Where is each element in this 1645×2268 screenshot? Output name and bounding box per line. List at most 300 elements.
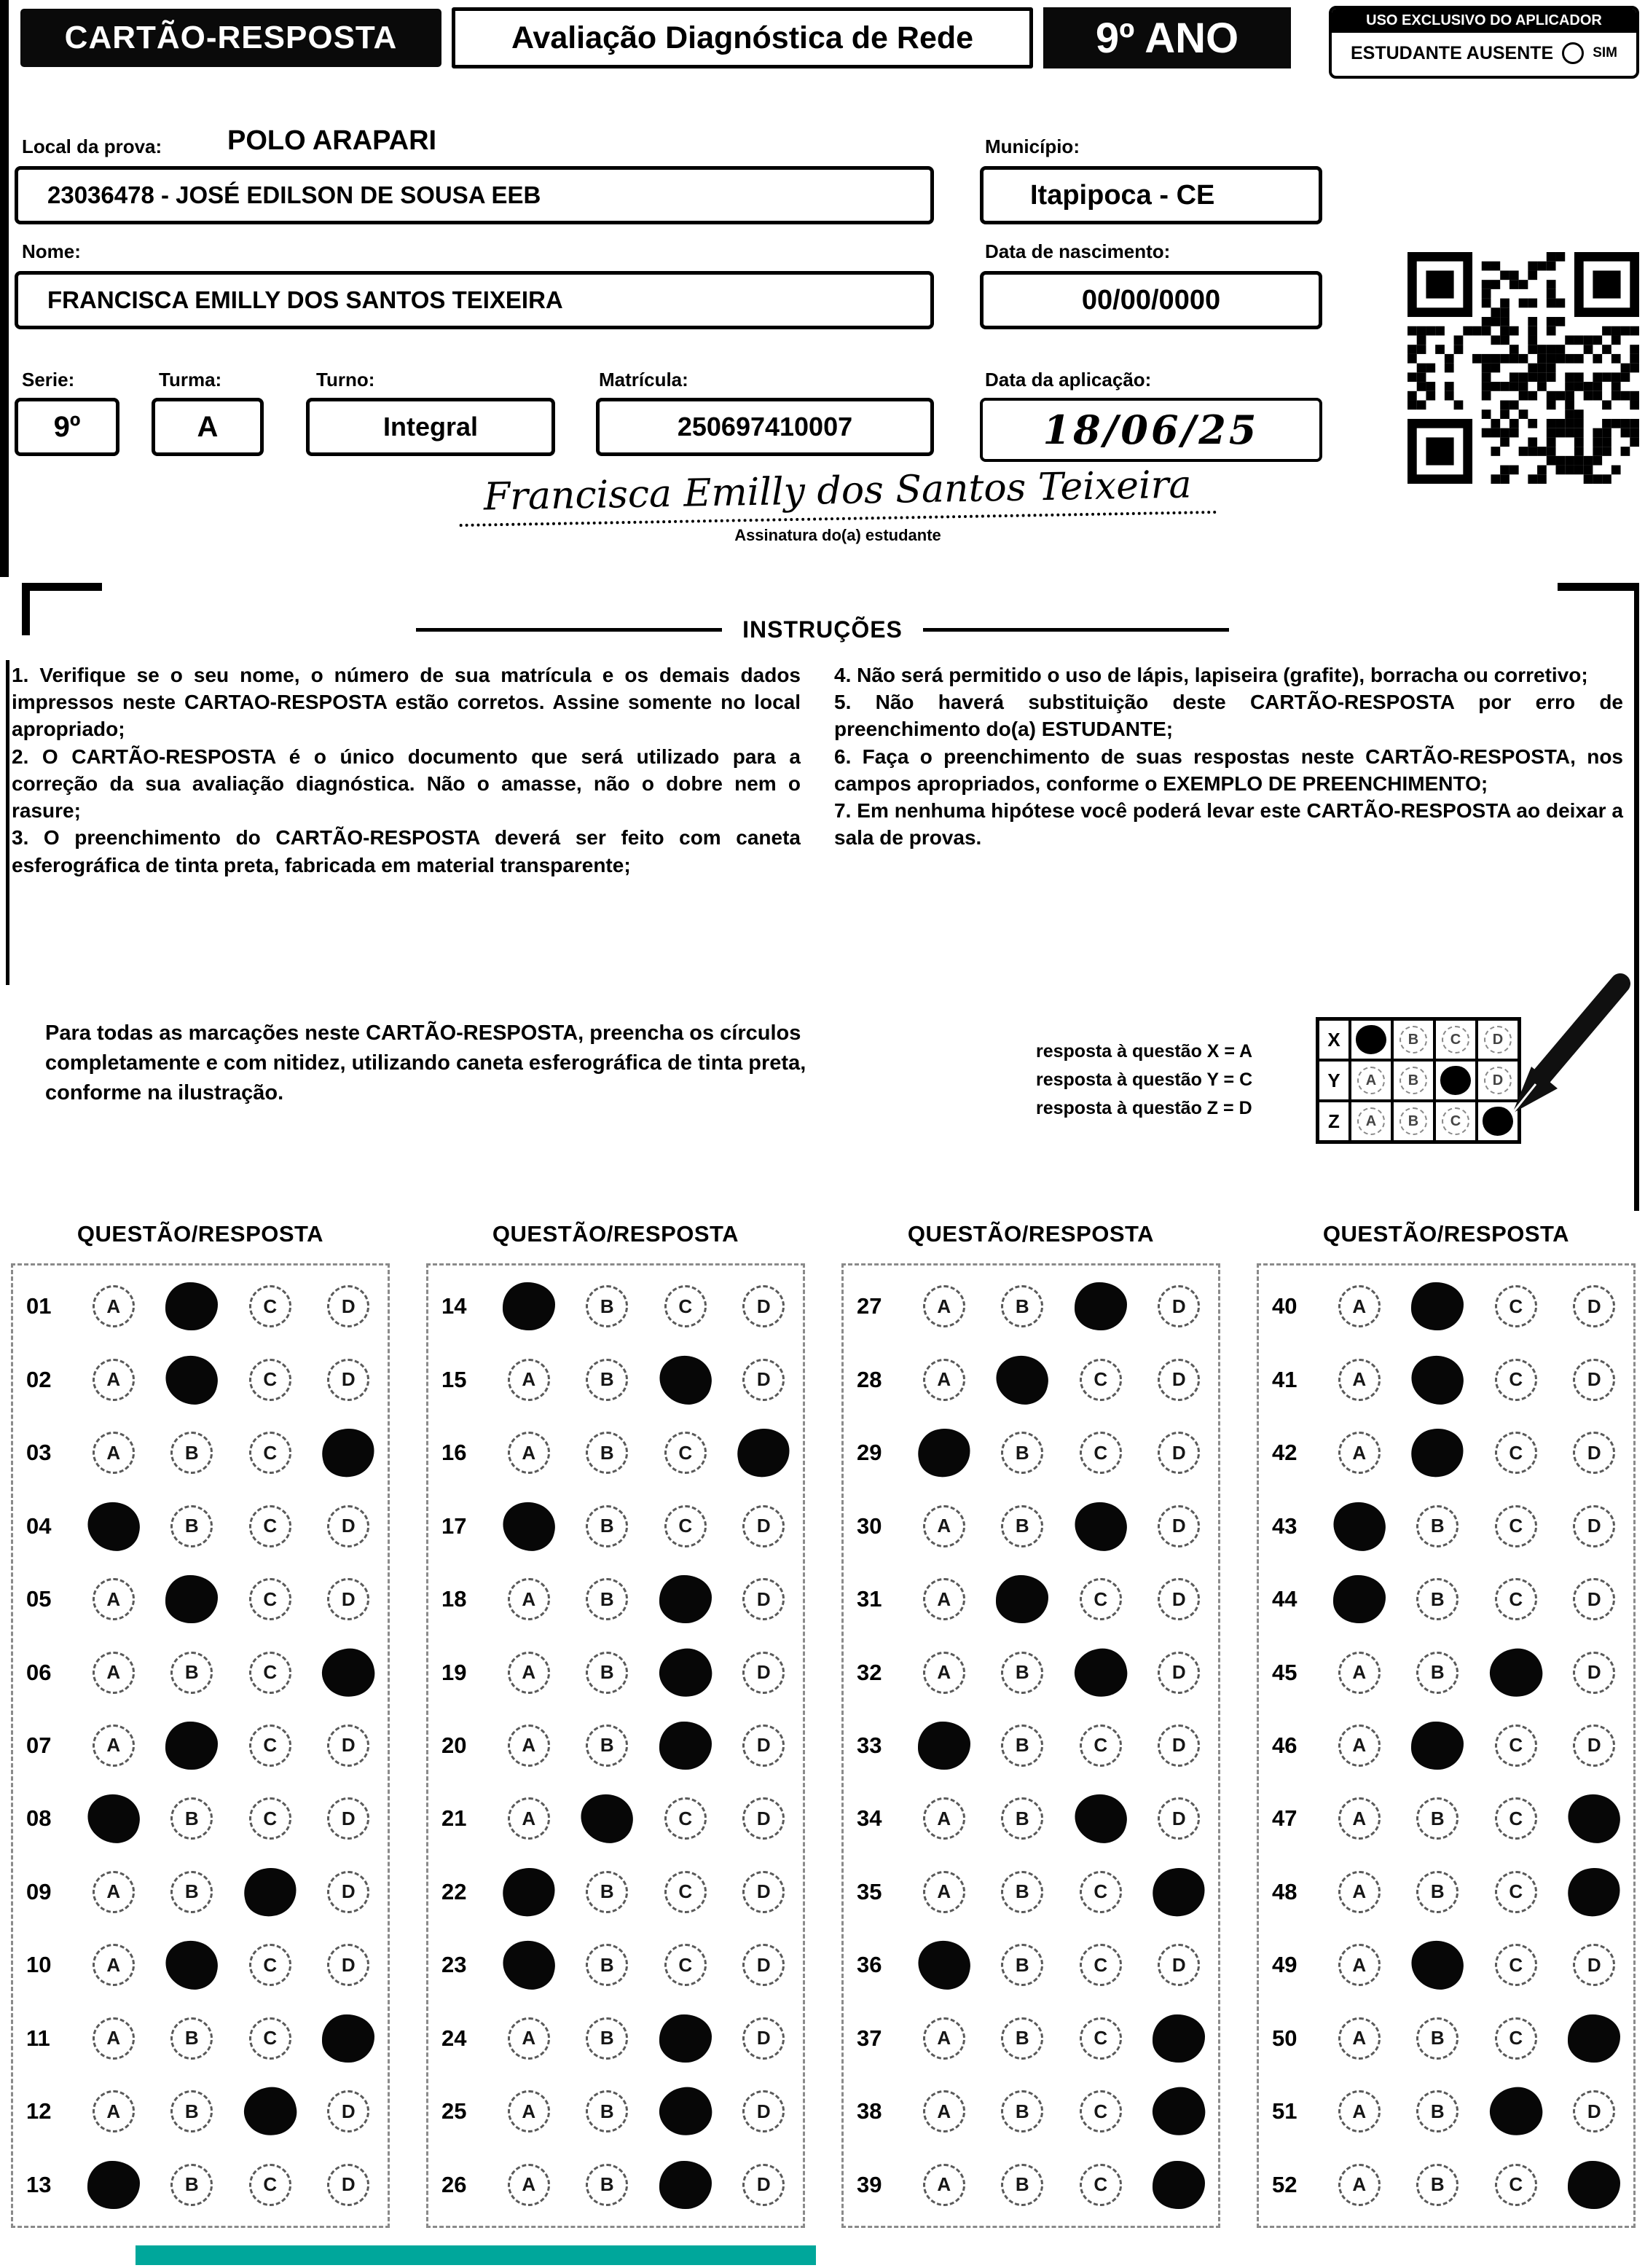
option-cell xyxy=(310,1724,388,1767)
option-cell xyxy=(74,1794,153,1843)
question-row-07 xyxy=(13,1709,388,1782)
answer-bubble-C[interactable]: C xyxy=(249,1505,291,1547)
answer-bubble-C[interactable]: C xyxy=(664,1432,707,1474)
option-cell xyxy=(153,1871,232,1913)
answer-bubble-D[interactable]: D xyxy=(327,1505,369,1547)
option-cell xyxy=(725,1578,804,1620)
answer-bubble-C[interactable]: C xyxy=(249,1432,291,1474)
marked-bubble-A[interactable] xyxy=(82,1789,145,1848)
answer-bubble-B[interactable]: B xyxy=(586,1724,628,1767)
answer-column-header: QUESTÃO/RESPOSTA xyxy=(492,1221,739,1247)
marked-bubble-D[interactable] xyxy=(1568,2014,1620,2063)
option-cell xyxy=(74,1359,153,1401)
marked-bubble-C[interactable] xyxy=(1069,1496,1132,1555)
answer-bubble-B[interactable]: B xyxy=(586,2090,628,2132)
answer-bubble-B[interactable]: B xyxy=(1001,1724,1043,1767)
marked-bubble-D[interactable] xyxy=(1153,2161,1205,2209)
option-cell xyxy=(984,1285,1062,1327)
marked-bubble-A[interactable] xyxy=(913,1936,975,1995)
answer-bubble-B[interactable]: B xyxy=(1416,1652,1458,1694)
marked-bubble-D[interactable] xyxy=(1563,1789,1625,1848)
answer-bubble-B[interactable]: B xyxy=(1001,1505,1043,1547)
answer-bubble-C[interactable]: C xyxy=(1495,1797,1537,1840)
marked-bubble-A[interactable] xyxy=(498,1936,560,1995)
answer-bubble-D[interactable]: D xyxy=(327,1724,369,1767)
answer-bubble-B[interactable]: B xyxy=(1416,1505,1458,1547)
option-cell xyxy=(1061,1578,1140,1620)
option-cell xyxy=(646,1722,725,1770)
question-row-31 xyxy=(844,1563,1218,1636)
marked-bubble-C[interactable] xyxy=(659,1722,712,1770)
answer-bubble-D[interactable]: D xyxy=(1158,1797,1200,1840)
answer-bubble-B[interactable]: B xyxy=(1001,2017,1043,2060)
answer-bubble-D[interactable]: D xyxy=(1573,1578,1615,1620)
answer-bubble-C[interactable]: C xyxy=(1080,1432,1122,1474)
answer-bubble-D[interactable]: D xyxy=(742,1797,785,1840)
answer-bubble-D[interactable]: D xyxy=(1573,1285,1615,1327)
question-row-49 xyxy=(1259,1928,1633,2001)
answer-bubble-C[interactable]: C xyxy=(249,1359,291,1401)
answer-bubble-B[interactable]: B xyxy=(170,1652,213,1694)
answer-bubble-D[interactable]: D xyxy=(1158,1285,1200,1327)
answer-bubble-B[interactable]: B xyxy=(170,1432,213,1474)
answer-bubble-D[interactable]: D xyxy=(327,1871,369,1913)
marked-bubble-C[interactable] xyxy=(654,1350,717,1409)
marked-bubble-A[interactable] xyxy=(1328,1496,1391,1555)
answer-bubble-D[interactable]: D xyxy=(327,1944,369,1986)
option-cell xyxy=(646,1505,725,1547)
marked-bubble-D[interactable] xyxy=(734,1424,794,1482)
answer-bubble-C[interactable]: C xyxy=(1080,1724,1122,1767)
answer-bubble-D[interactable]: D xyxy=(742,1285,785,1327)
option-cell xyxy=(1399,1652,1477,1694)
answer-bubble-C[interactable]: C xyxy=(1080,2090,1122,2132)
answer-bubble-C[interactable]: C xyxy=(1080,1359,1122,1401)
answer-bubble-C[interactable]: C xyxy=(1495,1359,1537,1401)
answer-bubble-C[interactable]: C xyxy=(1495,1578,1537,1620)
answer-bubble-C[interactable]: C xyxy=(1495,1724,1537,1767)
answer-bubble-D[interactable]: D xyxy=(1573,1652,1615,1694)
answer-bubble-D[interactable]: D xyxy=(742,2090,785,2132)
answer-bubble-C[interactable]: C xyxy=(249,1285,291,1327)
answer-bubble-A[interactable]: A xyxy=(923,1871,965,1913)
question-number: 37 xyxy=(857,2025,882,2051)
marked-bubble-C[interactable] xyxy=(655,2083,715,2141)
answer-bubble-C[interactable]: C xyxy=(249,1578,291,1620)
marked-bubble-C[interactable] xyxy=(1069,1789,1132,1848)
answer-bubble-B[interactable]: B xyxy=(170,1797,213,1840)
marked-bubble-B[interactable] xyxy=(576,1789,638,1848)
marked-bubble-D[interactable] xyxy=(1568,2161,1620,2209)
answer-bubble-D[interactable]: D xyxy=(1158,1724,1200,1767)
answer-bubble-B[interactable]: B xyxy=(1416,1797,1458,1840)
marked-bubble-B[interactable] xyxy=(1406,1350,1469,1409)
question-number: 02 xyxy=(26,1366,52,1392)
marked-bubble-C[interactable] xyxy=(659,1575,712,1623)
qr-code xyxy=(1408,252,1639,484)
marked-bubble-A[interactable] xyxy=(914,1424,974,1482)
option-cell xyxy=(1399,2017,1477,2060)
answer-bubble-A[interactable]: A xyxy=(93,1432,135,1474)
option-cell xyxy=(1399,1429,1477,1477)
answer-bubble-C[interactable]: C xyxy=(1495,1871,1537,1913)
answer-bubble-A[interactable]: A xyxy=(508,1652,550,1694)
marked-bubble-D[interactable] xyxy=(322,2014,374,2063)
marked-bubble-A[interactable] xyxy=(503,1282,555,1330)
answer-bubble-A[interactable]: A xyxy=(93,2017,135,2060)
marked-bubble-A[interactable] xyxy=(498,1864,559,1921)
answer-bubble-B[interactable]: B xyxy=(1416,2164,1458,2206)
answer-bubble-C[interactable]: C xyxy=(664,1797,707,1840)
question-number: 03 xyxy=(26,1440,52,1466)
answer-bubble-D[interactable]: D xyxy=(1158,1505,1200,1547)
option-cell xyxy=(74,1652,153,1694)
answer-bubble-B[interactable]: B xyxy=(170,1871,213,1913)
answer-bubble-A[interactable]: A xyxy=(508,1797,550,1840)
answer-bubble-D[interactable]: D xyxy=(327,1797,369,1840)
marked-bubble-B[interactable] xyxy=(165,1282,218,1330)
answer-bubble-A[interactable]: A xyxy=(1338,1432,1381,1474)
answer-bubble-B[interactable]: B xyxy=(1001,1871,1043,1913)
marked-bubble-B[interactable] xyxy=(1406,1936,1469,1995)
answer-bubble-A[interactable]: A xyxy=(923,1652,965,1694)
answer-bubble-A[interactable]: A xyxy=(508,2090,550,2132)
marked-bubble-D[interactable] xyxy=(318,1644,379,1701)
option-cell xyxy=(1320,2090,1399,2132)
answer-bubble-A[interactable]: A xyxy=(1338,2017,1381,2060)
answer-bubble-C[interactable]: C xyxy=(1080,1871,1122,1913)
answer-bubble-D[interactable]: D xyxy=(1573,1724,1615,1767)
option-cell xyxy=(1555,1944,1634,1986)
question-row-43 xyxy=(1259,1489,1633,1562)
option-cell xyxy=(568,1285,647,1327)
answer-bubble-D[interactable]: D xyxy=(327,1578,369,1620)
answer-bubble-A[interactable]: A xyxy=(1338,1797,1381,1840)
turno-box: Integral xyxy=(306,398,555,456)
marked-bubble-B[interactable] xyxy=(991,1350,1053,1409)
answer-bubble-B[interactable]: B xyxy=(586,2017,628,2060)
marked-bubble-B[interactable] xyxy=(1411,1282,1464,1330)
answer-bubble-B[interactable]: B xyxy=(1416,2017,1458,2060)
answer-bubble-D[interactable]: D xyxy=(742,1724,785,1767)
answer-bubble-B[interactable]: B xyxy=(586,1944,628,1986)
option-cell xyxy=(905,1797,984,1840)
marked-bubble-A[interactable] xyxy=(918,1722,970,1770)
answer-bubble-C[interactable]: C xyxy=(249,1724,291,1767)
option-cell xyxy=(310,1359,388,1401)
answer-bubble-D[interactable]: D xyxy=(1573,1359,1615,1401)
question-number: 51 xyxy=(1272,2098,1297,2124)
question-row-27 xyxy=(844,1270,1218,1343)
answer-bubble-C[interactable]: C xyxy=(664,1505,707,1547)
answer-bubble-A[interactable]: A xyxy=(1338,1724,1381,1767)
answer-bubble-B[interactable]: B xyxy=(1001,1285,1043,1327)
answer-bubble-D[interactable]: D xyxy=(742,1359,785,1401)
option-cell xyxy=(1320,1871,1399,1913)
answer-bubble-A[interactable]: A xyxy=(923,2164,965,2206)
answer-bubble-D[interactable]: D xyxy=(1573,1505,1615,1547)
answer-bubble-A[interactable]: A xyxy=(508,1578,550,1620)
answer-bubble-A[interactable]: A xyxy=(508,2017,550,2060)
municipio-label: Município: xyxy=(985,136,1080,157)
option-cell xyxy=(1477,2164,1555,2206)
answer-bubble-B[interactable]: B xyxy=(586,1871,628,1913)
answer-bubble-D[interactable]: D xyxy=(742,1871,785,1913)
answer-bubble-B[interactable]: B xyxy=(586,1432,628,1474)
answer-bubble-B[interactable]: B xyxy=(170,1505,213,1547)
answer-bubble-C[interactable]: C xyxy=(1495,1285,1537,1327)
answer-column-header: QUESTÃO/RESPOSTA xyxy=(76,1221,324,1247)
question-row-08 xyxy=(13,1782,388,1855)
question-number: 31 xyxy=(857,1586,882,1612)
option-cell xyxy=(568,1359,647,1401)
question-number: 32 xyxy=(857,1659,882,1685)
marked-bubble-C[interactable] xyxy=(659,2014,712,2063)
answer-bubble-B[interactable]: B xyxy=(170,2164,213,2206)
answer-bubble-C[interactable]: C xyxy=(1080,2164,1122,2206)
answer-bubble-A[interactable]: A xyxy=(1338,2164,1381,2206)
answer-bubble-A[interactable]: A xyxy=(923,1505,965,1547)
answer-bubble-A[interactable]: A xyxy=(93,2090,135,2132)
answer-column-4 xyxy=(1257,1221,1636,2228)
answer-bubble-C[interactable]: C xyxy=(664,1871,707,1913)
answer-bubble-C[interactable]: C xyxy=(249,1652,291,1694)
answer-bubble-B[interactable]: B xyxy=(1416,1871,1458,1913)
option-cell xyxy=(984,1871,1062,1913)
grade-badge: 9º ANO xyxy=(1043,7,1291,68)
answer-bubble-B[interactable]: B xyxy=(1001,1797,1043,1840)
option-cell xyxy=(725,1285,804,1327)
answer-bubble-A[interactable]: A xyxy=(1338,1359,1381,1401)
option-cell xyxy=(1555,1432,1634,1474)
matricula-box: 250697410007 xyxy=(596,398,934,456)
answer-bubble-B[interactable]: B xyxy=(1001,2164,1043,2206)
answer-bubble-C[interactable]: C xyxy=(1495,1944,1537,1986)
question-row-46 xyxy=(1259,1709,1633,1782)
option-cell xyxy=(74,1944,153,1986)
answer-bubble-B[interactable]: B xyxy=(586,1285,628,1327)
question-number: 48 xyxy=(1272,1878,1297,1904)
answer-bubble-C[interactable]: C xyxy=(1495,2017,1537,2060)
option-cell xyxy=(74,1871,153,1913)
answer-bubble-A[interactable]: A xyxy=(93,1359,135,1401)
marked-bubble-A[interactable] xyxy=(1333,1575,1386,1623)
answer-bubble-B[interactable]: B xyxy=(1001,1432,1043,1474)
option-cell xyxy=(568,2090,647,2132)
question-row-39 xyxy=(844,2149,1218,2221)
option-cell xyxy=(1320,1724,1399,1767)
option-cell xyxy=(490,1502,568,1550)
option-cell xyxy=(74,1578,153,1620)
answer-bubble-C[interactable]: C xyxy=(664,1944,707,1986)
example-row-Z xyxy=(1318,1101,1519,1142)
question-row-24 xyxy=(428,2002,803,2075)
option-cell xyxy=(568,1724,647,1767)
answer-bubble-A[interactable]: A xyxy=(923,1797,965,1840)
answer-bubble-A[interactable]: A xyxy=(508,1359,550,1401)
marked-bubble-D[interactable] xyxy=(1149,2083,1209,2141)
answer-bubble-D[interactable]: D xyxy=(742,2164,785,2206)
answer-bubble-D[interactable]: D xyxy=(742,2017,785,2060)
example-row-label: X xyxy=(1318,1019,1350,1060)
answer-bubble-D[interactable]: D xyxy=(1158,1432,1200,1474)
answer-bubble-A[interactable]: A xyxy=(1338,2090,1381,2132)
marked-bubble-B[interactable] xyxy=(996,1575,1048,1623)
marked-bubble-A[interactable] xyxy=(82,1496,145,1555)
answer-bubble-A[interactable]: A xyxy=(1338,1944,1381,1986)
answer-bubble-D[interactable]: D xyxy=(327,2090,369,2132)
answer-bubble-B[interactable]: B xyxy=(170,2090,213,2132)
example-legend-line: resposta à questão X = A xyxy=(1036,1041,1253,1062)
answer-bubble-D[interactable]: D xyxy=(1158,1944,1200,1986)
answer-bubble-B[interactable]: B xyxy=(586,1652,628,1694)
answer-bubble-A[interactable]: A xyxy=(508,1724,550,1767)
question-number: 43 xyxy=(1272,1512,1297,1539)
answer-bubble-D[interactable]: D xyxy=(1573,1432,1615,1474)
marked-bubble-D[interactable] xyxy=(1564,1864,1625,1921)
option-cell xyxy=(646,1649,725,1697)
marked-bubble-B[interactable] xyxy=(165,1575,218,1623)
answer-bubble-C[interactable]: C xyxy=(249,1944,291,1986)
question-row-38 xyxy=(844,2075,1218,2148)
answer-bubble-D[interactable]: D xyxy=(1158,1652,1200,1694)
option-cell xyxy=(1061,1282,1140,1330)
option-cell xyxy=(725,1944,804,1986)
answer-bubble-D[interactable]: D xyxy=(1573,1944,1615,1986)
answer-bubble-C[interactable]: C xyxy=(249,1797,291,1840)
answer-bubble-D[interactable]: D xyxy=(1158,1578,1200,1620)
answer-bubble-A[interactable]: A xyxy=(923,1359,965,1401)
option-cell xyxy=(153,1652,232,1694)
answer-bubble-A[interactable]: A xyxy=(508,1432,550,1474)
marked-bubble-D[interactable] xyxy=(318,1424,379,1482)
question-number: 26 xyxy=(441,2171,467,2197)
marked-bubble-C[interactable] xyxy=(1485,1644,1546,1701)
instructions-left-column xyxy=(12,662,801,879)
answer-bubble-A[interactable]: A xyxy=(508,2164,550,2206)
answer-bubble-B[interactable]: B xyxy=(170,2017,213,2060)
example-marked-bubble-C xyxy=(1440,1066,1471,1095)
marked-bubble-C[interactable] xyxy=(655,1644,715,1701)
option-cell xyxy=(74,2017,153,2060)
answer-bubble-A[interactable]: A xyxy=(1338,1285,1381,1327)
answer-bubble-D[interactable]: D xyxy=(1158,1359,1200,1401)
answer-bubble-A[interactable]: A xyxy=(923,2090,965,2132)
answer-bubble-A[interactable]: A xyxy=(923,2017,965,2060)
marked-bubble-B[interactable] xyxy=(160,1936,223,1995)
question-row-14 xyxy=(428,1270,803,1343)
example-marked-bubble-D xyxy=(1483,1107,1513,1136)
answer-bubble-D[interactable]: D xyxy=(742,1505,785,1547)
answer-bubble-A[interactable]: A xyxy=(923,1285,965,1327)
answer-bubble-B[interactable]: B xyxy=(1001,1944,1043,1986)
option-cell xyxy=(1320,2164,1399,2206)
answer-bubble-D[interactable]: D xyxy=(742,1578,785,1620)
answer-bubble-A[interactable]: A xyxy=(1338,1652,1381,1694)
marked-bubble-A[interactable] xyxy=(498,1496,560,1555)
answer-bubble-C[interactable]: C xyxy=(1080,1578,1122,1620)
answer-bubble-A[interactable]: A xyxy=(1338,1871,1381,1913)
answer-bubble-A[interactable]: A xyxy=(93,1944,135,1986)
answer-bubble-B[interactable]: B xyxy=(1416,2090,1458,2132)
marked-bubble-D[interactable] xyxy=(1153,2014,1205,2063)
local-value: POLO ARAPARI xyxy=(227,125,437,156)
answer-bubble-A[interactable]: A xyxy=(93,1285,135,1327)
answer-bubble-D[interactable]: D xyxy=(742,1944,785,1986)
answer-bubble-A[interactable]: A xyxy=(93,1871,135,1913)
marked-bubble-C[interactable] xyxy=(1070,1644,1131,1701)
marked-bubble-A[interactable] xyxy=(87,2161,140,2209)
answer-bubble-A[interactable]: A xyxy=(923,1578,965,1620)
marked-bubble-C[interactable] xyxy=(240,2083,300,2141)
example-cell xyxy=(1477,1101,1519,1142)
answer-bubble-A[interactable]: A xyxy=(93,1578,135,1620)
answer-bubble-C[interactable]: C xyxy=(1495,2164,1537,2206)
marked-bubble-C[interactable] xyxy=(1485,2083,1546,2141)
option-cell xyxy=(725,1724,804,1767)
applicator-box xyxy=(1329,6,1639,79)
answer-bubble-B[interactable]: B xyxy=(1001,2090,1043,2132)
answer-bubble-C[interactable]: C xyxy=(664,1285,707,1327)
answer-bubble-B[interactable]: B xyxy=(586,2164,628,2206)
marked-bubble-B[interactable] xyxy=(1411,1722,1464,1770)
option-cell xyxy=(646,1356,725,1404)
option-cell xyxy=(568,2164,647,2206)
answer-bubble-B[interactable]: B xyxy=(586,1359,628,1401)
answer-bubble-B[interactable]: B xyxy=(1001,1652,1043,1694)
answer-bubble-C[interactable]: C xyxy=(249,2017,291,2060)
question-number: 10 xyxy=(26,1952,52,1978)
aplicacao-box: 18/06/25 xyxy=(980,398,1322,462)
marked-bubble-C[interactable] xyxy=(240,1864,300,1921)
question-row-52 xyxy=(1259,2149,1633,2221)
answer-bubble-C[interactable]: C xyxy=(1495,1432,1537,1474)
marked-bubble-B[interactable] xyxy=(165,1722,218,1770)
answer-bubble-B[interactable]: B xyxy=(586,1578,628,1620)
answer-bubble-C[interactable]: C xyxy=(1495,1505,1537,1547)
marked-bubble-D[interactable] xyxy=(1149,1864,1209,1921)
answer-bubble-D[interactable]: D xyxy=(742,1652,785,1694)
student-absent-bubble[interactable] xyxy=(1562,42,1584,64)
answer-bubble-C[interactable]: C xyxy=(1080,1944,1122,1986)
answer-bubble-A[interactable]: A xyxy=(93,1652,135,1694)
answer-bubble-A[interactable]: A xyxy=(93,1724,135,1767)
option-cell xyxy=(1140,1724,1219,1767)
marked-bubble-B[interactable] xyxy=(1408,1424,1468,1482)
option-cell xyxy=(1140,1652,1219,1694)
answer-bubble-B[interactable]: B xyxy=(1416,1578,1458,1620)
marked-bubble-C[interactable] xyxy=(1075,1282,1127,1330)
signature-area xyxy=(408,463,1268,545)
answer-bubble-D[interactable]: D xyxy=(327,1285,369,1327)
marked-bubble-B[interactable] xyxy=(160,1350,223,1409)
option-cell xyxy=(231,1868,310,1916)
answer-bubble-D[interactable]: D xyxy=(327,2164,369,2206)
question-number: 29 xyxy=(857,1440,882,1466)
option-cell xyxy=(1555,1724,1634,1767)
option-cell xyxy=(1061,2017,1140,2060)
answer-bubble-D[interactable]: D xyxy=(327,1359,369,1401)
answer-bubble-C[interactable]: C xyxy=(249,2164,291,2206)
question-number: 23 xyxy=(441,1952,467,1978)
option-cell xyxy=(153,1356,232,1404)
answer-bubble-C[interactable]: C xyxy=(1080,2017,1122,2060)
answer-bubble-D[interactable]: D xyxy=(1573,2090,1615,2132)
instruction-item: 4. Não será permitido o uso de lápis, lapiseira (grafite), borracha ou corretivo; xyxy=(834,664,1588,686)
answer-bubble-B[interactable]: B xyxy=(586,1505,628,1547)
marked-bubble-C[interactable] xyxy=(659,2161,712,2209)
instruction-item: 5. Não haverá substituição deste CARTÃO-RESPOSTA por erro de preenchimento do(a) ESTUDANTE; xyxy=(834,691,1623,741)
